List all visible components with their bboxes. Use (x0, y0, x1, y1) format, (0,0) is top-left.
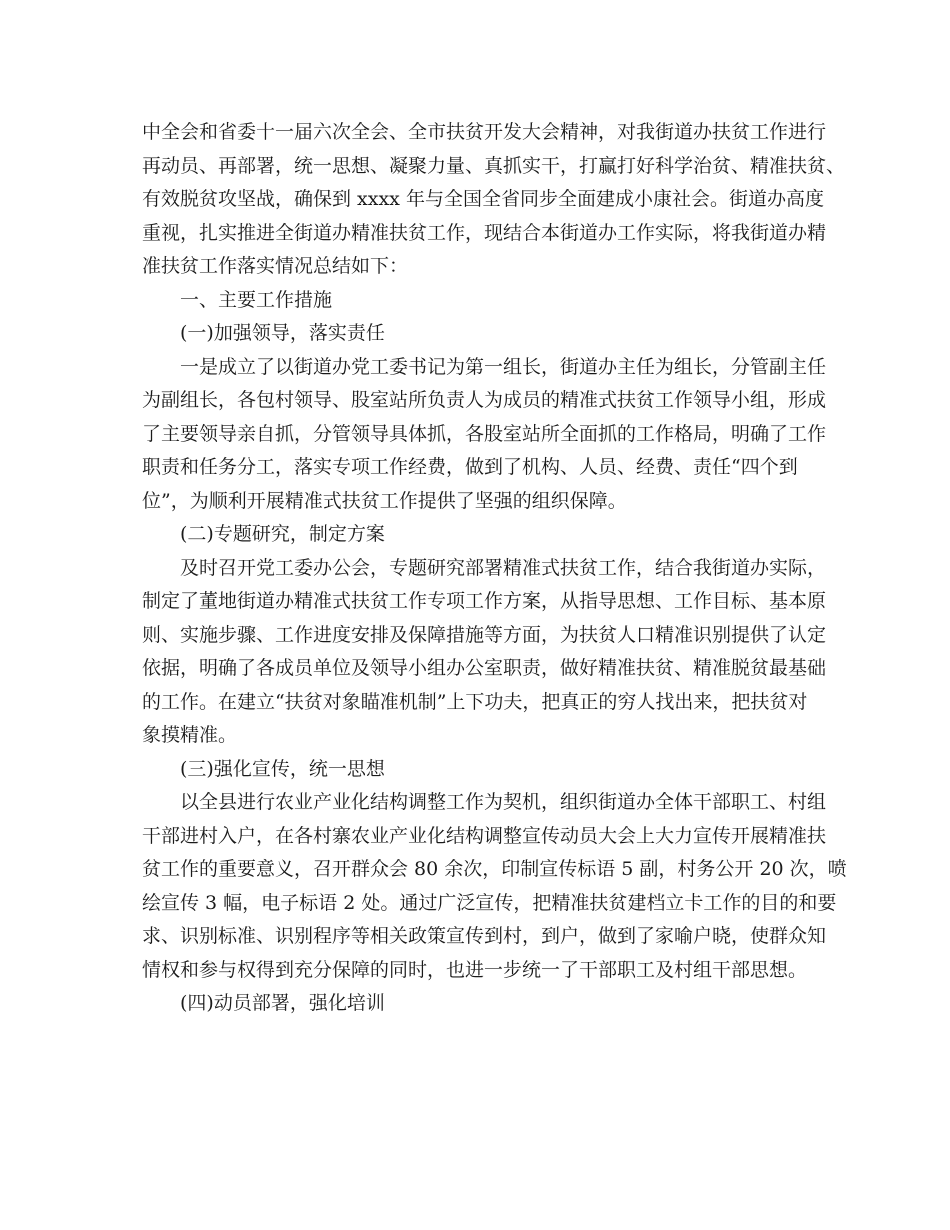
paragraph-start-line: (四)动员部署，强化培训 (180, 992, 385, 1014)
text-line: 象摸精准。 (142, 724, 238, 746)
text-line: 贫工作的重要意义，召开群众会 80 余次，印制宣传标语 5 副，村务公开 20 次，喷 (142, 858, 847, 880)
text-line: 为副组长，各包村领导、股室站所负责人为成员的精准式扶贫工作领导小组，形成 (142, 389, 827, 411)
text-line: 制定了董地街道办精准式扶贫工作专项工作方案，从指导思想、工作目标、基本原 (142, 590, 827, 612)
paragraph-start-line: 一是成立了以街道办党工委书记为第一组长，街道办主任为组长，分管副主任 (180, 355, 827, 378)
text-line: 依据，明确了各成员单位及领导小组办公室职责，做好精准扶贫、精准脱贫最基础 (142, 657, 827, 679)
text-line: 重视，扎实推进全街道办精准扶贫工作，现结合本街道办工作实际，将我街道办精 (142, 221, 827, 244)
text-line: 求、识别标准、识别程序等相关政策宣传到村，到户，做到了家喻户晓，使群众知 (142, 925, 827, 947)
paragraph-start-line: 以全县进行农业产业化结构调整工作为契机，组织街道办全体干部职工、村组 (180, 791, 827, 813)
text-line: 职责和任务分工，落实专项工作经费，做到了机构、人员、经费、责任“四个到 (142, 456, 798, 478)
text-line: 干部进村入户，在各村寨农业产业化结构调整宣传动员大会上大力宣传开展精准扶 (142, 824, 827, 847)
text-line: 准扶贫工作落实情况总结如下： (142, 255, 409, 277)
paragraph-start-line: 一、主要工作措施 (180, 288, 333, 311)
text-line: 再动员、再部署，统一思想、凝聚力量、真抓实干，打赢打好科学治贫、精准扶贫、 (142, 154, 846, 177)
text-line: 绘宣传 3 幅，电子标语 2 处。通过广泛宣传，把精准扶贫建档立卡工作的目的和要 (142, 891, 837, 914)
paragraph-start-line: (三)强化宣传，统一思想 (180, 757, 385, 780)
paragraph-start-line: (二)专题研究，制定方案 (180, 523, 385, 545)
text-line: 中全会和省委十一届六次全会、全市扶贫开发大会精神，对我街道办扶贫工作进行 (142, 121, 827, 143)
text-line: 有效脱贫攻坚战，确保到 xxxx 年与全国全省同步全面建成小康社会。街道办高度 (142, 188, 824, 210)
text-line: 情权和参与权得到充分保障的同时，也进一步统一了干部职工及村组干部思想。 (142, 958, 808, 981)
paragraph-start-line: 及时召开党工委办公会，专题研究部署精准式扶贫工作，结合我街道办实际， (180, 556, 827, 579)
text-line: 位”，为顺利开展精准式扶贫工作提供了坚强的组织保障。 (142, 489, 627, 512)
document-body (142, 116, 847, 1021)
text-line: 则、实施步骤、工作进度安排及保障措施等方面，为扶贫人口精准识别提供了认定 (142, 623, 827, 646)
paragraph-start-line: (一)加强领导，落实责任 (180, 322, 385, 344)
text-line: 的工作。在建立“扶贫对象瞄准机制”上下功夫，把真正的穷人找出来，把扶贫对 (142, 690, 808, 713)
text-line: 了主要领导亲自抓，分管领导具体抓，各股室站所全面抓的工作格局，明确了工作 (142, 422, 827, 445)
